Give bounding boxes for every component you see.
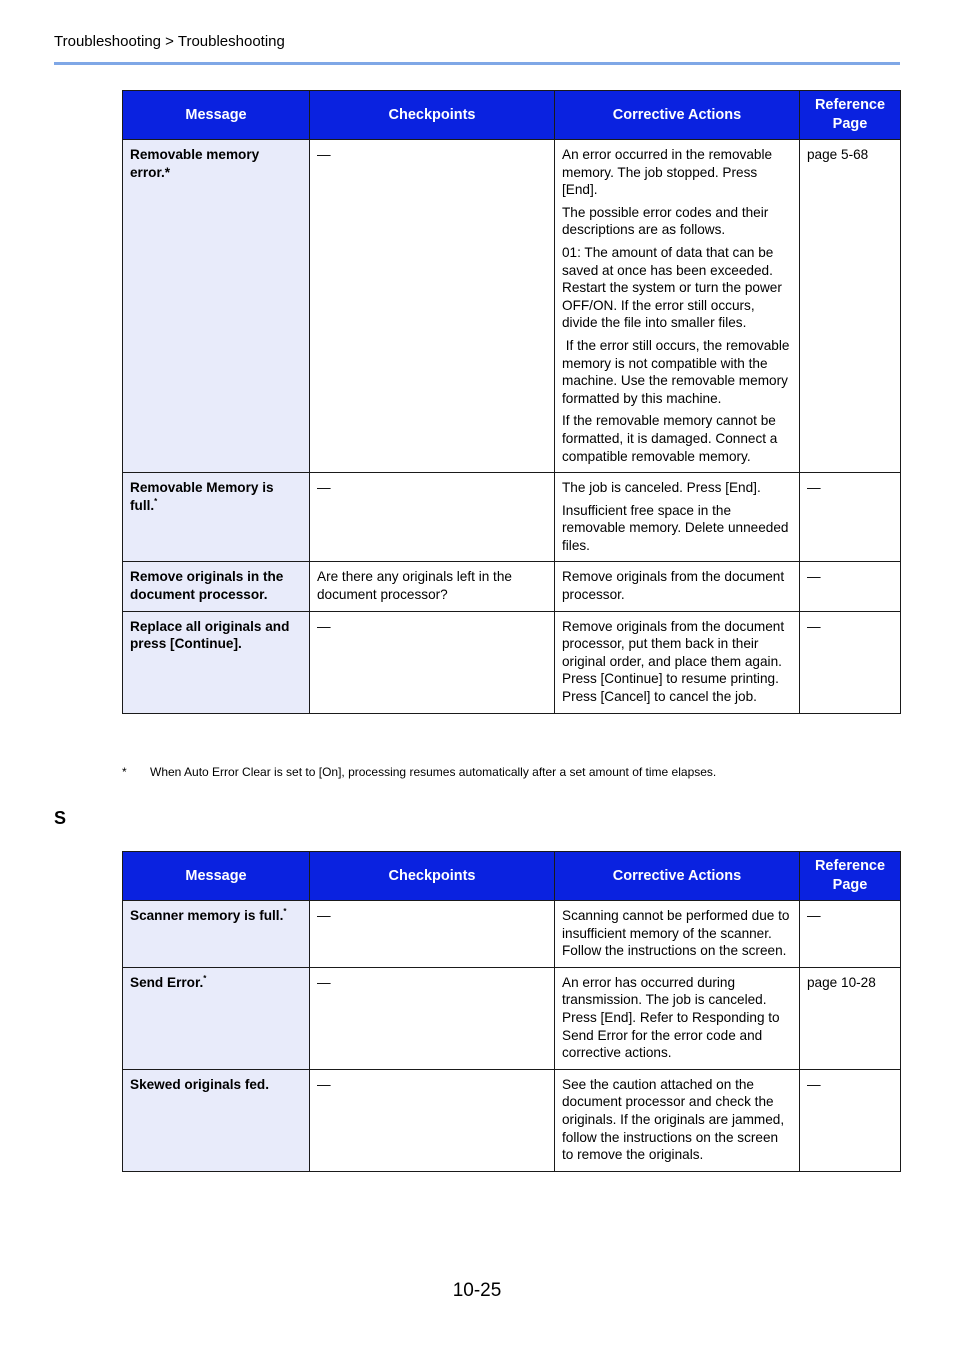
action-paragraph: An error has occurred during transmission. The job is canceled. Press [End]. Refer to Responding to Send Error for the error code and corrective actions. [562,974,780,1061]
corrective-actions-cell [555,967,800,1069]
table-row [123,901,901,968]
footnote [122,765,716,779]
reference-page-cell: — [800,611,901,713]
message-cell: Replace all originals and press [Continue]. [123,611,310,713]
table-row [123,967,901,1069]
action-paragraph: Scanning cannot be performed due to insufficient memory of the scanner. Follow the instructions on the screen. [562,908,790,959]
footnote-mark: * [122,765,127,779]
checkpoints-cell: — [310,1069,555,1171]
header-divider [54,62,900,65]
header-corrective-actions: Corrective Actions [555,91,800,140]
table-row [123,562,901,611]
header-message: Message [123,852,310,901]
checkpoints-cell: — [310,611,555,713]
corrective-actions-cell [555,562,800,611]
message-cell [123,967,310,1069]
action-paragraph: Remove originals from the document processor. [562,569,785,603]
header-message: Message [123,91,310,140]
reference-page-cell: page 5-68 [800,140,901,473]
checkpoints-cell: — [310,473,555,562]
corrective-actions-cell [555,140,800,473]
footnote-marker: * [283,907,287,916]
page-number: 10-25 [452,1280,502,1301]
breadcrumb: Troubleshooting > Troubleshooting [54,33,285,50]
action-paragraph: The possible error codes and their descriptions are as follows. [562,204,769,238]
header-reference-page: Reference Page [800,852,901,901]
message-cell: Skewed originals fed. [123,1069,310,1171]
action-paragraph: Remove originals from the document processor, put them back in their original order, and place them again. Press [Continue] to resume printing. Press [Cancel] to cancel the job. [562,618,785,705]
message-cell [123,473,310,562]
error-table-s [122,851,901,1172]
header-corrective-actions: Corrective Actions [555,852,800,901]
checkpoints-cell: — [310,967,555,1069]
action-paragraph: If the removable memory cannot be formatted, it is damaged. Connect a compatible removable memory. [562,413,778,464]
action-paragraph: 01: The amount of data that can be saved at once has been exceeded. Restart the system or turn the power OFF/ON. If the error still occurs, divide the file into smaller files. [562,244,782,331]
corrective-actions-cell [555,901,800,968]
table-row [123,140,901,473]
reference-page-cell: — [800,473,901,562]
section-heading: S [54,808,67,828]
table-row [123,611,901,713]
action-paragraph: See the caution attached on the document processor and check the originals. If the originals are jammed, follow the instructions on the screen to remove the originals. [562,1076,785,1163]
message-text: Send Error. [130,974,204,990]
header-checkpoints: Checkpoints [310,91,555,140]
reference-page-cell: — [800,562,901,611]
error-table-r [122,90,901,714]
corrective-actions-cell [555,1069,800,1171]
action-paragraph: The job is canceled. Press [End]. [562,480,761,496]
checkpoints-cell: — [310,901,555,968]
table-row [123,1069,901,1171]
header-checkpoints: Checkpoints [310,852,555,901]
footnote-marker: * [203,973,207,983]
footnote-marker: * [154,496,158,506]
reference-page-cell: — [800,1069,901,1171]
corrective-actions-cell [555,473,800,562]
table-header-row [123,91,901,140]
message-text: Removable memory error.* [130,147,260,180]
header-reference-page: Reference Page [800,91,901,140]
action-paragraph: An error occurred in the removable memory. The job stopped. Press [End]. [562,147,773,198]
checkpoints-cell: Are there any originals left in the document processor? [310,562,555,611]
message-cell: Remove originals in the document processor. [123,562,310,611]
checkpoints-cell: — [310,140,555,473]
message-text: Removable Memory is full. [130,480,274,513]
action-paragraph: If the error still occurs, the removable memory is not compatible with the machine. Use the removable memory formatted by this machine. [562,337,794,406]
table-header-row [123,852,901,901]
message-text: Scanner memory is full. [130,908,284,923]
footnote-text: When Auto Error Clear is set to [On], processing resumes automatically after a set amount of time elapses. [150,765,717,779]
message-cell [123,901,310,968]
table-row [123,473,901,562]
corrective-actions-cell [555,611,800,713]
reference-page-cell: page 10-28 [800,967,901,1069]
action-paragraph: Insufficient free space in the removable memory. Delete unneeded files. [562,502,789,553]
reference-page-cell: — [800,901,901,968]
message-cell [123,140,310,473]
